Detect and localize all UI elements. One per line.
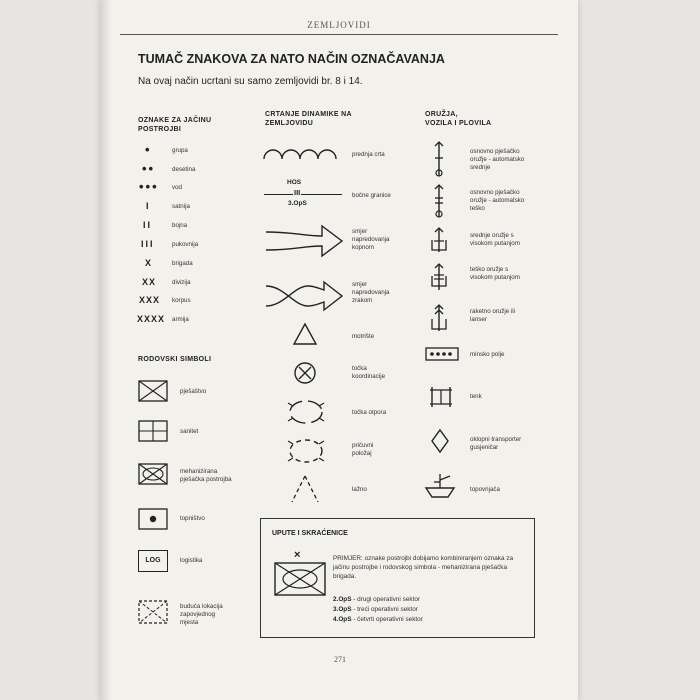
weapon-label-apc: oklopni transporter gusjeničar [470, 436, 522, 451]
mechanized-infantry-symbol-icon [138, 463, 168, 485]
strength-label-platoon: vod [172, 184, 182, 191]
strength-symbol-company: I [146, 201, 151, 211]
running-head: ZEMLJOVIDI [307, 20, 371, 30]
strength-label-battalion: bojna [172, 222, 188, 229]
dyn-label-boundaries: bočne granice [352, 192, 391, 199]
weapon-label-medium-auto: osnovno pješačko oružje - automatsko srednje [470, 148, 525, 171]
strength-label-regiment: pukovnija [172, 241, 199, 248]
rod-label-infantry: pješaštvo [180, 388, 207, 395]
rod-label-future-cp: buduća lokacija zapovjednog mjesta [180, 603, 223, 626]
weapon-label-medium-ht: srednje oružje s visokom putanjom [470, 232, 520, 247]
boundary-top-text: HOS [287, 179, 302, 186]
dyn-label-air-advance: smjer napredovanja zrakom [352, 281, 390, 304]
example-mech-brigade-icon [274, 562, 326, 596]
coordination-point-icon [292, 360, 318, 386]
future-command-post-icon [138, 600, 168, 624]
strength-label-brigade: brigada [172, 260, 193, 267]
rod-label-logistics: logistika [180, 557, 203, 564]
strength-label-group: grupa [172, 147, 188, 154]
weapon-label-heavy-auto: osnovno pješačko oružje - automatsko teško [470, 189, 525, 212]
weapon-label-tank: tenk [470, 393, 482, 400]
dyn-label-strongpoint: točka otpora [352, 409, 387, 416]
ops-line-3: 3.OpS - treći operativni sektor [333, 606, 418, 613]
page-number: 271 [334, 655, 346, 664]
rod-heading: RODOVSKI SIMBOLI [138, 356, 212, 363]
strength-symbol-battalion: II [143, 220, 153, 230]
dyn-label-coordination: točka koordinacije [352, 365, 386, 380]
ground-advance-arrow-icon [264, 222, 344, 260]
example-paragraph: PRIMJER: oznake postrojbi dobijamo kombiniranjem oznaka za jačinu postrojbe i rodovskog simbola - mehanizirana pješačka brigada. [333, 555, 514, 580]
infantry-symbol-icon [138, 380, 168, 402]
heavy-auto-weapon-icon [432, 183, 446, 219]
instructions-heading: UPUTE I SKRAĆENICE [272, 530, 348, 537]
reserve-position-icon [284, 435, 328, 467]
page-title: TUMAČ ZNAKOVA ZA NATO NAČIN OZNAČAVANJA [138, 52, 445, 66]
apc-tracked-icon [430, 428, 450, 454]
minefield-icon [425, 347, 459, 361]
artillery-symbol-icon [138, 508, 168, 530]
air-advance-arrow-icon [264, 278, 344, 314]
medical-symbol-icon [138, 420, 168, 442]
boundary-line [264, 194, 342, 195]
strength-label-army: armija [172, 316, 189, 323]
ops-line-4: 4.OpS - četvrti operativni sektor [333, 616, 423, 623]
col1-heading: OZNAKE ZA JAČINU POSTROJBI [138, 117, 212, 133]
logistics-symbol-icon: LOG [138, 550, 168, 572]
page-gutter-shadow [100, 0, 112, 700]
strength-symbol-regiment: III [141, 239, 155, 249]
strength-symbol-squad: •• [142, 161, 156, 176]
medium-mortar-icon [430, 226, 448, 254]
example-strength-mark: × [294, 549, 301, 561]
strength-symbol-brigade: X [145, 258, 153, 268]
dummy-icon [290, 474, 320, 504]
strength-symbol-platoon: ••• [139, 179, 159, 194]
weapon-label-rocket: raketno oružje ili lanser [470, 308, 516, 323]
tank-icon [429, 385, 453, 409]
dyn-label-reserve: pričuvni položaj [352, 442, 374, 457]
front-line-icon [262, 143, 340, 161]
dyn-label-dummy: lažno [352, 486, 367, 493]
col3-heading: ORUŽJA, VOZILA I PLOVILA [425, 111, 492, 127]
rocket-launcher-icon [430, 303, 448, 333]
dyn-label-front-line: prednja crta [352, 151, 385, 158]
weapon-label-minefield: minsko polje [470, 351, 505, 358]
heavy-mortar-icon [430, 262, 448, 292]
strength-label-corps: korpus [172, 297, 191, 304]
medium-auto-weapon-icon [432, 140, 446, 178]
rod-label-medical: sanitet [180, 428, 199, 435]
strength-label-division: divizija [172, 279, 191, 286]
weapon-label-gunboat: topovnjača [470, 486, 500, 493]
dyn-label-observation: motrište [352, 333, 375, 340]
boundary-bottom-text: 3.OpS [288, 200, 307, 207]
strength-symbol-division: XX [142, 277, 157, 287]
rod-label-artillery: topništvo [180, 515, 205, 522]
strength-label-squad: desetina [172, 166, 196, 173]
boundary-mid-text: III [294, 188, 301, 197]
col2-heading: CRTANJE DINAMIKE NA ZEMLJOVIDU [265, 111, 352, 127]
strength-symbol-army: XXXX [137, 314, 166, 324]
strength-symbol-corps: XXX [139, 295, 161, 305]
weapon-label-heavy-ht: teško oružje s visokom putanjom [470, 266, 520, 281]
header-rule [120, 34, 558, 35]
dyn-label-ground-advance: smjer napredovanja kopnom [352, 228, 390, 251]
observation-post-icon [292, 322, 318, 346]
strength-label-company: satnija [172, 203, 190, 210]
rod-label-mechanized: mehanizirana pješačka postrojba [180, 468, 232, 483]
ops-line-2: 2.OpS - drugi operativni sektor [333, 596, 421, 603]
strongpoint-icon [284, 397, 328, 427]
gunboat-icon [424, 470, 456, 500]
strength-symbol-group: • [145, 142, 152, 157]
page-subtitle: Na ovaj način ucrtani su samo zemljovidi br. 8 i 14. [138, 76, 363, 87]
